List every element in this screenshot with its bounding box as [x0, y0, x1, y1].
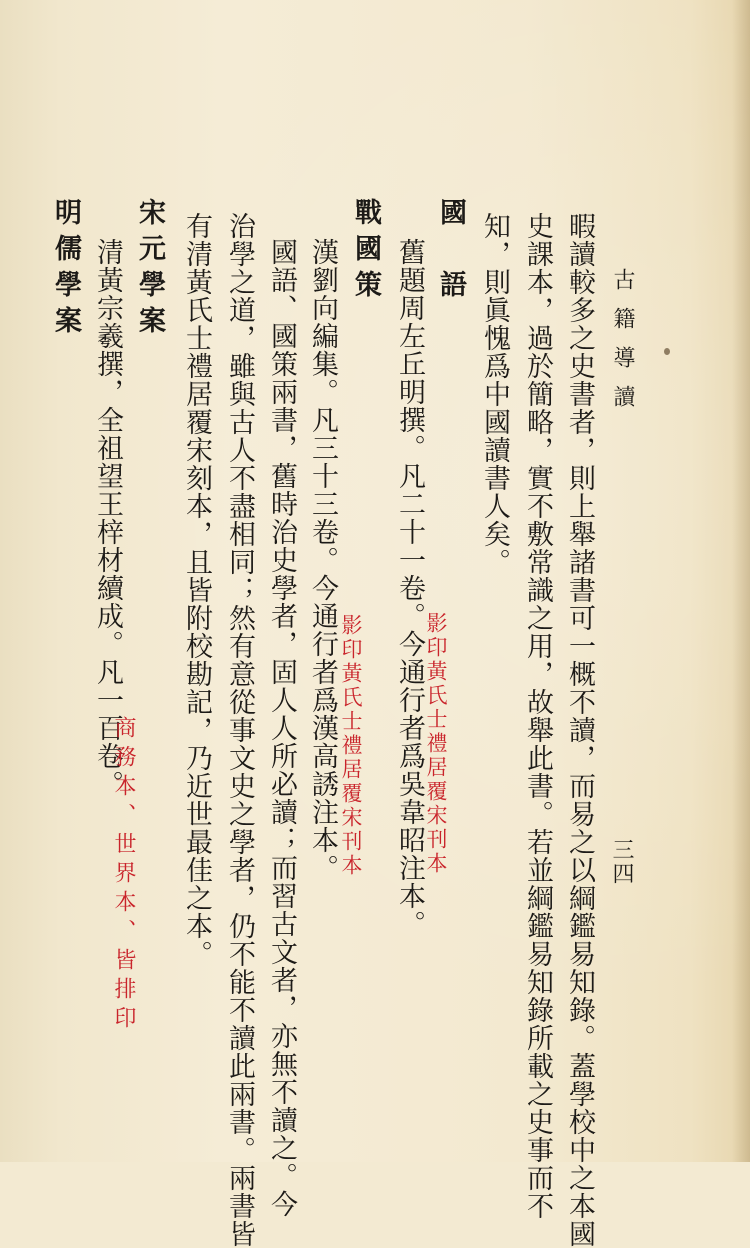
page-gutter-shadow — [732, 0, 750, 1162]
page-number: 三四 — [609, 838, 634, 886]
paper-spot — [664, 348, 670, 355]
body-line-3: 知，則眞愧爲中國讀書人矣。 — [479, 212, 510, 576]
body-line-comment-3: 有清黃氏士禮居覆宋刻本，且皆附校勘記，乃近世最佳之本。 — [181, 212, 212, 968]
body-line-comment-2: 治學之道，雖與古人不盡相同；然有意從事文史之學者，仍不能不讀此兩書。兩書皆 — [224, 212, 255, 1248]
body-line-comment-1: 國語、國策兩書，舊時治史學者，固人人所必讀；而習古文者，亦無不讀之。今 — [266, 238, 297, 1218]
section-heading-mingru: 明儒學案 — [50, 198, 81, 342]
handwritten-note-guoyu: 影印黃氏士禮居覆宋刊本 — [424, 612, 448, 876]
body-line-1: 暇讀較多之史書者，則上舉諸書可一概不讀，而易之以綱鑑易知錄。蓋學校中之本國 — [564, 212, 595, 1248]
running-head-title: 古籍導讀 — [610, 268, 635, 424]
section-heading-zhanguoce: 戰國策 — [350, 198, 381, 306]
body-line-guoyu: 舊題周左丘明撰。凡二十一卷。今通行者爲吳韋昭注本。 — [394, 238, 425, 938]
body-line-zhanguoce: 漢劉向編集。凡三十三卷。今通行者爲漢高誘注本。 — [307, 238, 338, 882]
handwritten-note-zhanguoce: 影印黃氏士禮居覆宋刊本 — [339, 614, 363, 878]
body-line-2: 史課本，過於簡略，實不敷常識之用，故舉此書。若並綱鑑易知錄所載之史事而不 — [522, 212, 553, 1220]
section-heading-guoyu: 國 語 — [435, 198, 466, 306]
handwritten-note-songyuan: 商務本、世界本、皆排印 — [111, 716, 136, 1035]
body-line-songyuan: 清黃宗羲撰，全祖望王梓材續成。凡一百卷。 — [92, 238, 123, 798]
section-heading-songyuan: 宋元學案 — [134, 198, 165, 342]
